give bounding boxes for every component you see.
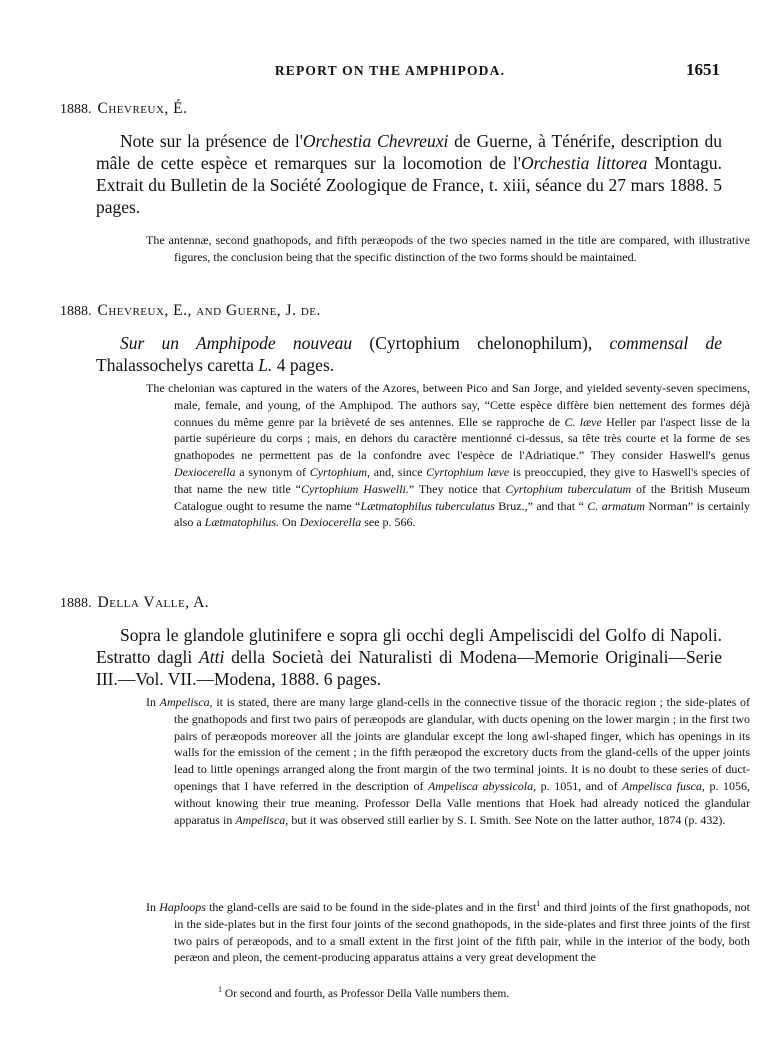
entry-title — [96, 624, 722, 690]
entry-heading — [60, 100, 187, 118]
entry-summary — [146, 380, 750, 531]
para-text: In — [146, 695, 160, 709]
title-italic: Orchestia Chevreuxi — [302, 131, 449, 151]
para-italic: Ampelisca, — [235, 812, 289, 827]
summary-italic: Lætmatophilus. — [204, 515, 280, 530]
summary-text: ” They notice that — [408, 481, 506, 496]
entry-title — [96, 332, 722, 376]
para-text: the gland-cells are said to be found in the side-plates and in the first — [205, 900, 537, 914]
summary-italic: Cyrtophium — [309, 464, 368, 479]
summary-italic: Cyrtophium Haswelli. — [300, 481, 409, 496]
para-italic: Ampelisca fusca, — [622, 778, 705, 793]
summary-text: Norman” is certainly also a — [174, 498, 750, 530]
entry-author: Chevreux, E., and Guerne, J. de. — [97, 302, 321, 319]
running-header — [60, 60, 720, 84]
footnote-ref[interactable]: 1 — [536, 899, 541, 908]
entry-heading — [60, 302, 321, 320]
title-text: Note sur la présence de l' — [120, 131, 303, 151]
entry-paragraph — [146, 896, 750, 966]
header-title: REPORT ON THE AMPHIPODA. — [274, 63, 506, 78]
title-text: Montagu. Extrait du Bulletin de la Société Zoologique de France, t. xiii, séance du 27 mars 1888. 5 pages. — [96, 153, 722, 217]
footnote-marker: 1 — [218, 985, 222, 994]
entry-title — [96, 130, 722, 218]
entry-year: 1888. — [60, 102, 92, 117]
title-italic: L. — [258, 355, 273, 375]
summary-italic: Dexiocerella — [174, 464, 236, 479]
summary-text: a synonym of — [235, 464, 310, 479]
summary-text: On — [279, 515, 300, 530]
summary-italic: Dexiocerella — [299, 515, 362, 530]
para-text: p. 1056, without knowing their true meaning. Professor Della Valle mentions that Hoek had already noticed the glandular apparatus in — [174, 778, 750, 827]
summary-text: Bruz.,” and that “ — [494, 498, 588, 513]
para-text: it is stated, there are many large gland-cells in the connective tissue of the thoracic region ; the side-plates of the gnathopods and first two pairs of peræopods are glandular, with ducts opening on the lower margin ; in the first two pairs of peræopods moreover all the joints are glandular except the long awl-shaped finger, which has openings in its walls for the emission of the cement ; in the fifth peræopod the excretory ducts from the gland-cells of the upper joints lead to little openings arranged along the front margin of the two terminal joints. It is no doubt to these series of duct-openings that I have referred in the description of — [174, 695, 750, 793]
summary-text: The chelonian was captured in the waters of the Azores, between Pico and San Jorge, and yielded seventy-seven specimens, male, female, and young, of the Amphipod. The authors say, “Cette espèce diffère bien nettement des formes déjà connues du même genre par la brièveté de ses antennes. Elle se rapproche de — [146, 381, 750, 429]
title-text: 4 pages. — [272, 355, 335, 375]
page-number: 1651 — [686, 60, 720, 79]
entry-summary: The antennæ, second gnathopods, and fifth peræopods of the two species named in the title are compared, with illustrative figures, the conclusion being that the specific distinction of the two forms should be maintained. — [146, 233, 750, 264]
title-text: della Società dei Naturalisti di Modena—Memorie Originali—Serie III.—Vol. VII.—Modena, 1888. 6 pages. — [96, 647, 722, 689]
summary-text: see p. 566. — [361, 515, 416, 530]
entry-heading — [60, 594, 209, 612]
entry-author: Della Valle, A. — [97, 594, 210, 611]
title-italic: Orchestia littorea — [520, 153, 648, 173]
para-text: but it was observed still earlier by S. I. Smith. See Note on the latter author, 1874 (p. 432). — [288, 812, 726, 827]
summary-italic: C. armatum — [587, 498, 646, 513]
summary-text: of the British Museum Catalogue ought to resume the name “ — [174, 481, 750, 513]
title-text: Thalassochelys caretta — [96, 355, 259, 375]
summary-text: , and, since — [367, 464, 427, 479]
entry-year: 1888. — [60, 596, 92, 611]
summary-italic: C. læve — [564, 414, 602, 429]
para-italic: Ampelisca abyssicola, — [427, 778, 537, 793]
summary-italic: Cyrtophium tuberculatum — [505, 481, 632, 496]
summary-italic: Lætmatophilus tuberculatus — [360, 498, 495, 513]
para-italic: Haploops — [159, 900, 206, 914]
title-italic: commensal de — [609, 333, 722, 353]
para-text: and third joints of the first gnathopods, not in the side-plates but in the first four joints of the second gnathopods, in the side-plates and first three joints of the first two pairs of peræopods, and to a small extent in the first joint of the fifth pair, while in the interior of the body, both peræon and pleon, the cement-producing apparatus attains a very great development the — [174, 900, 751, 965]
title-italic: Sur un Amphipode nouveau — [120, 333, 353, 353]
summary-italic: Cyrtophium læve — [426, 464, 510, 479]
title-italic: Atti — [199, 647, 225, 667]
entry-paragraph — [146, 694, 750, 828]
title-text: de Guerne, à Ténérife, description du mâle de cette espèce et remarques sur la locomotion de l' — [96, 131, 722, 173]
para-text: In — [146, 900, 160, 914]
para-text: p. 1051, and of — [536, 778, 623, 793]
title-text: Sopra le glandole glutinifere e sopra gli occhi degli Ampeliscidi del Golfo di Napoli. Estratto dagli — [96, 625, 722, 667]
title-text: (Cyrtophium chelonophilum), — [352, 333, 610, 353]
footnote-text: Or second and fourth, as Professor Della Valle numbers them. — [224, 987, 510, 1000]
summary-text: is preoccupied, they give to Haswell's species of that name the new title “ — [174, 464, 751, 496]
para-italic: Ampelisca, — [159, 695, 213, 709]
entry-author: Chevreux, É. — [97, 100, 188, 117]
entry-year: 1888. — [60, 304, 92, 319]
footnote — [218, 985, 509, 1000]
summary-text: Heller par l'aspect lisse de la partie supérieure du corps ; mais, en dehors du caractère mentionné ci-dessus, sa tête très courte et la forme de ses gnathopodes ne permettent pas de la confondre avec l'espèce de l'Adriatique.” They consider Haswell's genus — [174, 414, 751, 463]
